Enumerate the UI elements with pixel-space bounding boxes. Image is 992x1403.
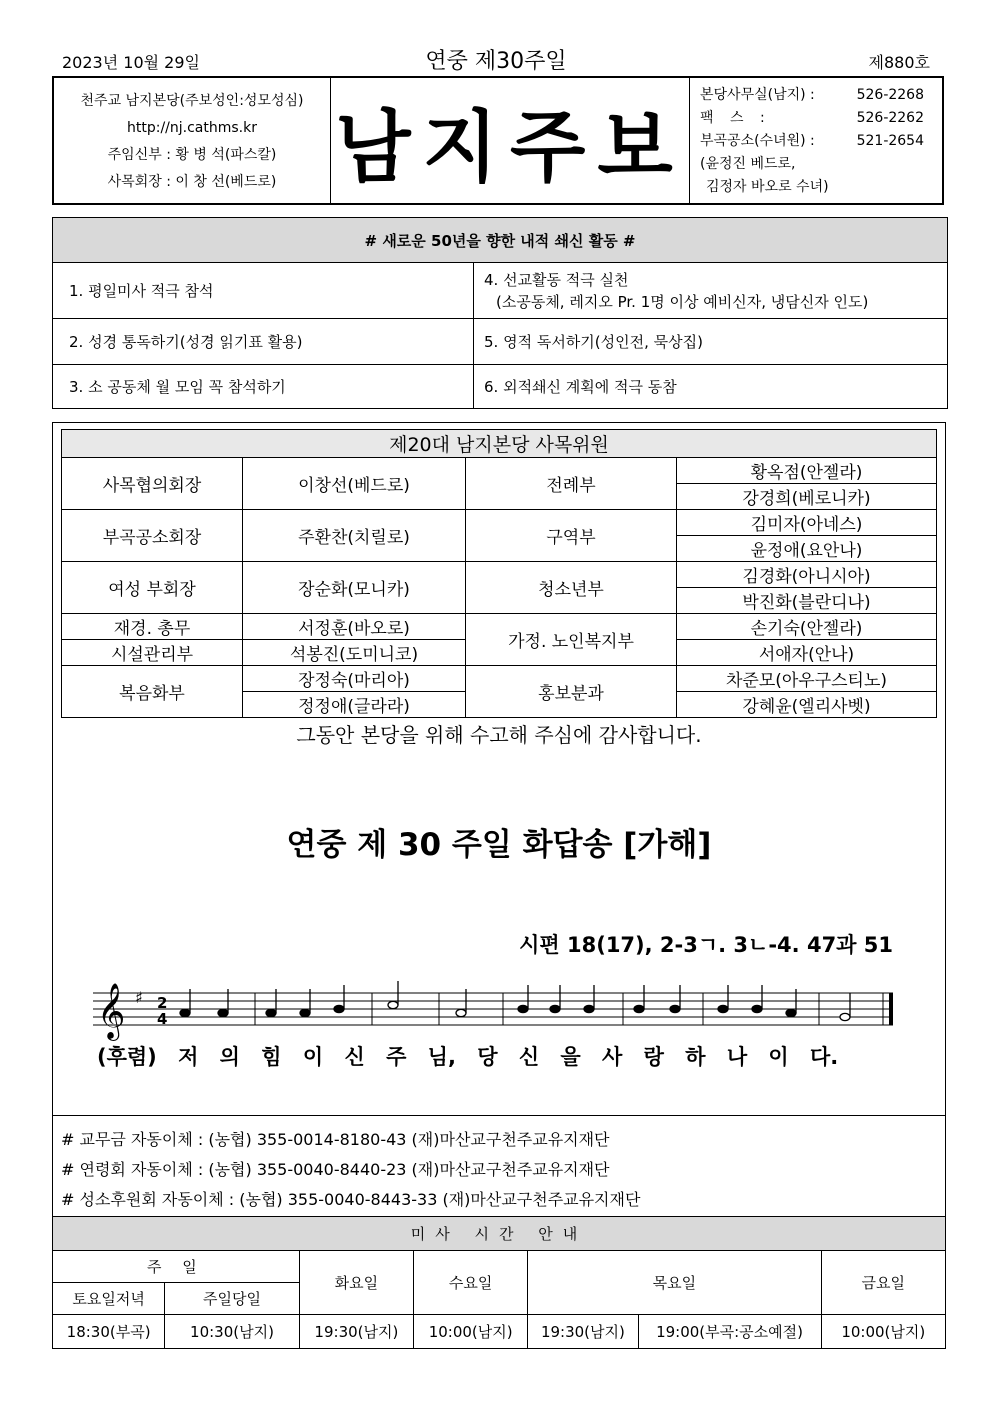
note: [840, 1013, 850, 1020]
account-funeral: # 연령회 자동이체 : (농협) 355-0040-8440-23 (재)마산교구천주교유지재단: [61, 1160, 610, 1179]
staff-person: 이창선(베드로): [243, 458, 466, 510]
note: [456, 1009, 466, 1016]
mass-schedule: [52, 1216, 946, 1349]
wednesday-header: 수요일: [414, 1251, 528, 1315]
masthead: [52, 76, 944, 205]
staff-dept: 전례부: [466, 458, 677, 510]
staff-dept: 홍보분과: [466, 666, 677, 718]
renewal-item-5: 5. 영적 독서하기(성인전, 묵상집): [474, 319, 948, 365]
contact-info: [700, 84, 940, 199]
staff-dept: 구역부: [466, 510, 677, 562]
sunday-header: 주 일: [53, 1251, 300, 1283]
pastor-name: 주임신부 : 황 병 석(파스칼): [107, 147, 277, 163]
note: [550, 1005, 560, 1012]
staff-member: 강혜윤(엘리사벳): [677, 692, 937, 718]
staff-role: 시설관리부: [62, 640, 243, 666]
note: [388, 1001, 398, 1008]
saturday-evening-header: 토요일저녁: [53, 1283, 165, 1315]
council-head: 사목회장 : 이 창 선(베드로): [107, 174, 277, 190]
staff-role: 여성 부회장: [62, 562, 243, 614]
issue-number: 제880호: [868, 53, 930, 72]
staff-role: 사목협의회장: [62, 458, 243, 510]
staff-role: 재경. 총무: [62, 614, 243, 640]
staff-member: 황옥점(안젤라): [677, 458, 937, 484]
parish-name: 천주교 남지본당(주보성인:성모성심): [80, 93, 304, 109]
note: [300, 1009, 310, 1016]
office-label: 본당사무실(남지) :: [700, 87, 815, 103]
renewal-item-6: 6. 외적쇄신 계획에 적극 동참: [474, 365, 948, 409]
mission-label: 부곡공소(수녀원) :: [700, 133, 815, 149]
thursday-header: 목요일: [528, 1251, 821, 1315]
note: [180, 1009, 190, 1016]
mass-time: 10:30(남지): [165, 1315, 300, 1349]
parish-url: http://nj.cathms.kr: [127, 120, 257, 136]
staff-dept: 청소년부: [466, 562, 677, 614]
renewal-item-4-title: 4. 선교활동 적극 실천: [484, 270, 629, 289]
staff-person: 서정훈(바오로): [243, 614, 466, 640]
music-score: [93, 973, 903, 1043]
renewal-table: [52, 217, 948, 409]
thanks-message: 그동안 본당을 위해 수고해 주심에 감사합니다.: [296, 723, 702, 747]
renewal-heading: # 새로운 50년을 향한 내적 쇄신 활동 #: [53, 218, 948, 263]
time-signature-top: 2: [157, 994, 168, 1012]
mass-heading: 미사 시간 안내: [53, 1217, 946, 1251]
note: [786, 1009, 796, 1016]
psalm-lyrics: (후렴) 저 의 힘 이 신 주 님, 당 신 을 사 랑 하 나 이 다.: [97, 1045, 839, 1069]
final-barline: [889, 993, 893, 1025]
sisters-line-1: (윤정진 베드로,: [700, 156, 796, 172]
note: [266, 1009, 276, 1016]
renewal-item-2: 2. 성경 통독하기(성경 읽기표 활용): [53, 319, 474, 365]
mass-time: 19:30(남지): [299, 1315, 413, 1349]
bulletin-date: 2023년 10월 29일: [62, 53, 200, 72]
staff-title: 제20대 남지본당 사목위원: [62, 430, 937, 458]
staff-member: 박진화(블란디나): [677, 588, 937, 614]
staff-member: 강경희(베로니카): [677, 484, 937, 510]
note: [518, 1005, 528, 1012]
sisters-line-2: 김정자 바오로 수녀): [706, 179, 829, 195]
note: [718, 1005, 728, 1012]
staff-member: 김미자(아네스): [677, 510, 937, 536]
treble-clef-icon: 𝄞: [97, 983, 126, 1039]
staff-dept: 가정. 노인복지부: [466, 614, 677, 666]
account-vocation: # 성소후원회 자동이체 : (농협) 355-0040-8443-33 (재)마산교구천주교유지재단: [61, 1190, 641, 1209]
staff-person: 장순화(모니카): [243, 562, 466, 614]
staff-table: [61, 429, 937, 718]
note: [584, 1005, 594, 1012]
renewal-item-4: [474, 263, 948, 319]
note: [752, 1005, 762, 1012]
note: [218, 1009, 228, 1016]
psalm-reference: 시편 18(17), 2-3ㄱ. 3ㄴ-4. 47과 51: [519, 933, 893, 957]
office-phone: 526-2268: [856, 87, 924, 103]
staff-member: 차준모(아우구스티노): [677, 666, 937, 692]
mission-phone: 521-2654: [856, 133, 924, 149]
fax-label: 팩 스 :: [700, 110, 771, 126]
renewal-item-1: 1. 평일미사 적극 참석: [53, 263, 474, 319]
staff-person: 장정숙(마리아): [243, 666, 466, 692]
account-tithe: # 교무금 자동이체 : (농협) 355-0014-8180-43 (재)마산교구천주교유지재단: [61, 1130, 610, 1149]
psalm-title: 연중 제 30 주일 화답송 [가해]: [286, 827, 712, 863]
mass-time: 19:00(부곡:공소예절): [638, 1315, 821, 1349]
renewal-item-3: 3. 소 공동체 월 모임 꼭 참석하기: [53, 365, 474, 409]
renewal-item-4-detail: (소공동체, 레지오 Pr. 1명 이상 예비신자, 냉담신자 인도): [496, 292, 869, 311]
bulletin-title: 남지주보: [331, 78, 690, 203]
content-box: [52, 422, 946, 1217]
fax-phone: 526-2262: [856, 110, 924, 126]
friday-header: 금요일: [821, 1251, 945, 1315]
note: [634, 1005, 644, 1012]
note: [334, 1005, 344, 1012]
note: [670, 1005, 680, 1012]
staff-member: 서애자(안나): [677, 640, 937, 666]
staff-person: 정정애(글라라): [243, 692, 466, 718]
staff-person: 주환찬(치릴로): [243, 510, 466, 562]
staff-role: 복음화부: [62, 666, 243, 718]
mass-time: 10:00(남지): [821, 1315, 945, 1349]
staff-member: 손기숙(안젤라): [677, 614, 937, 640]
mass-time: 18:30(부곡): [53, 1315, 165, 1349]
sunday-day-header: 주일당일: [165, 1283, 300, 1315]
mass-time: 10:00(남지): [414, 1315, 528, 1349]
sharp-icon: ♯: [135, 988, 143, 1007]
liturgical-sunday: 연중 제30주일: [425, 49, 567, 74]
staff-person: 석봉진(도미니코): [243, 640, 466, 666]
mass-time: 19:30(남지): [528, 1315, 638, 1349]
tuesday-header: 화요일: [299, 1251, 413, 1315]
staff-member: 윤정애(요안나): [677, 536, 937, 562]
divider: [53, 1115, 945, 1116]
staff-role: 부곡공소회장: [62, 510, 243, 562]
time-signature-bottom: 4: [157, 1010, 168, 1028]
parish-info: [54, 78, 331, 203]
staff-member: 김경화(아니시아): [677, 562, 937, 588]
